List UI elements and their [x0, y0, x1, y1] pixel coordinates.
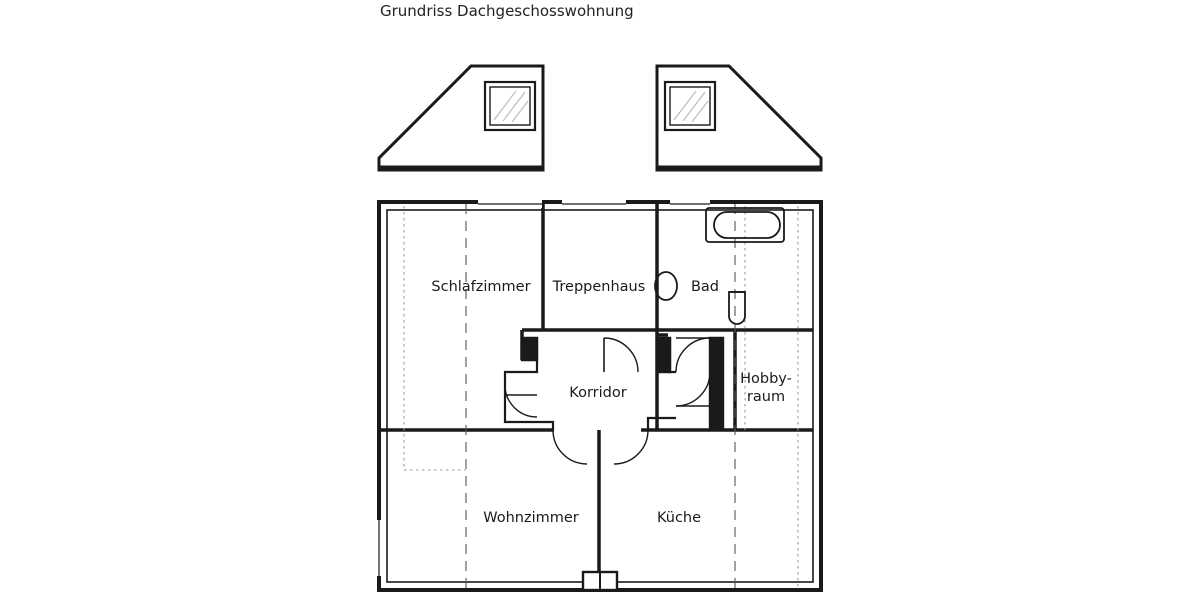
room-label-hobbyraum: Hobby-: [740, 371, 792, 387]
page-title: Grundriss Dachgeschosswohnung: [380, 2, 634, 20]
room-label-wohnzimmer: Wohnzimmer: [483, 510, 579, 526]
window-left: [485, 82, 535, 130]
room-label-hobbyraum-line2: raum: [746, 389, 786, 405]
room-label-schlafzimmer: Schlafzimmer: [431, 279, 531, 295]
room-label-korridor: Korridor: [569, 385, 627, 401]
window-right: [665, 82, 715, 130]
dormer-elevation: [379, 66, 821, 170]
korridor-walls: [522, 338, 723, 430]
room-label-kueche: Küche: [656, 510, 702, 526]
toilet-fixture: [729, 292, 745, 324]
room-label-bad: Bad: [690, 279, 720, 295]
room-label-treppenhaus: Treppenhaus: [552, 279, 646, 295]
